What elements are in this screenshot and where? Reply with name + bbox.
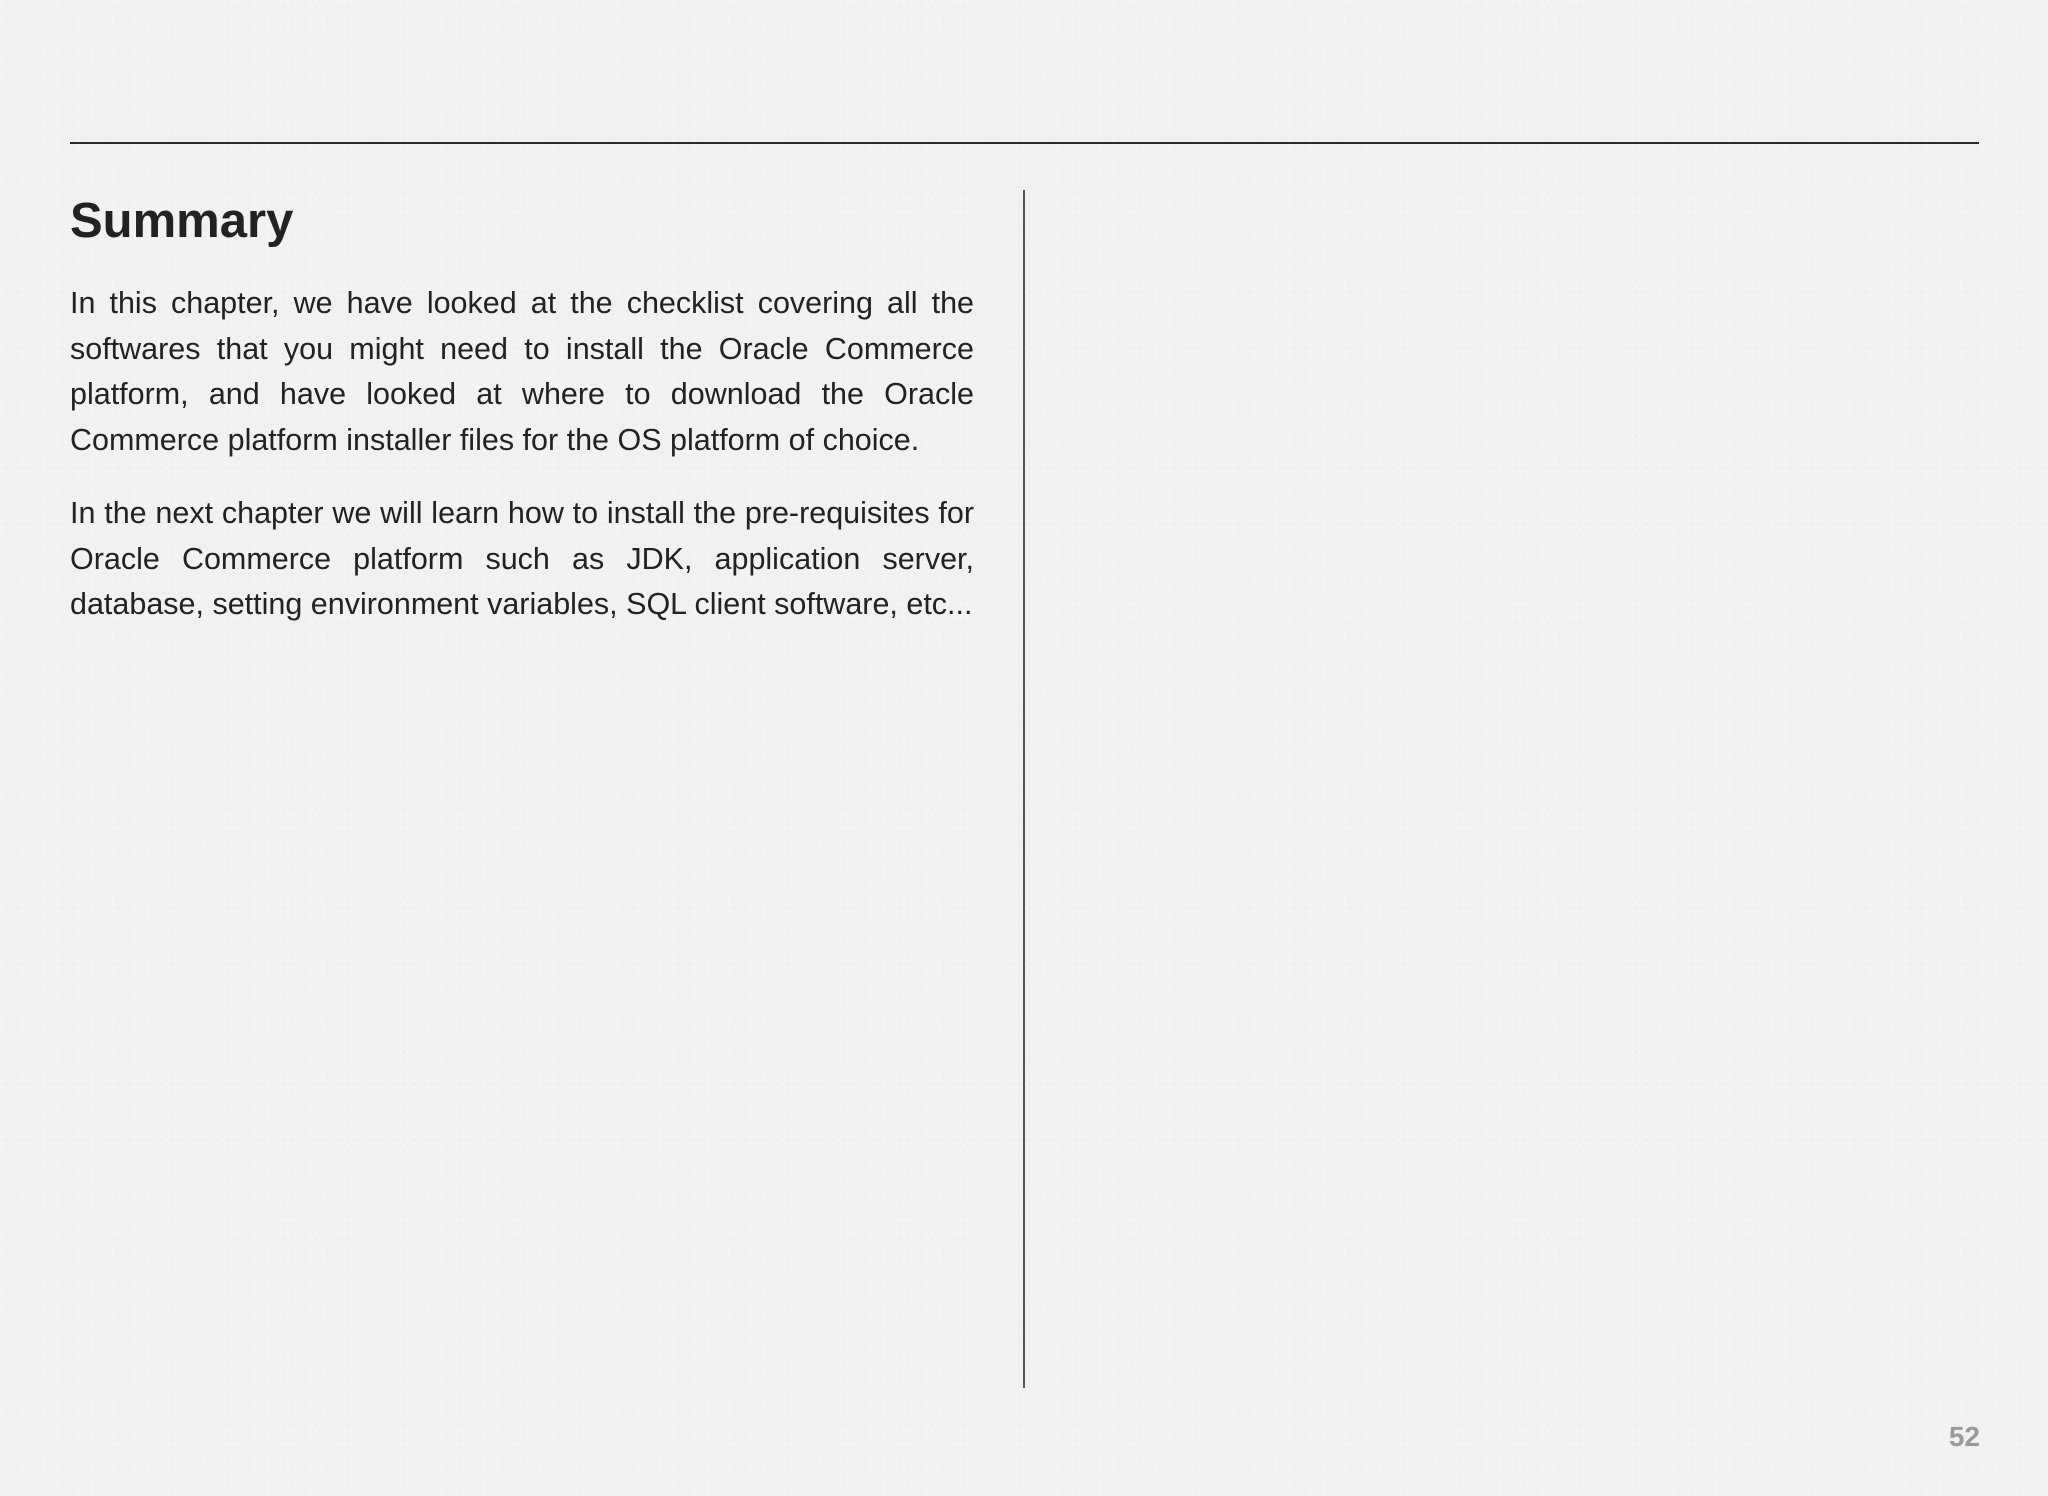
summary-paragraph-1: In this chapter, we have looked at the checklist covering all the softwares that you might need to install the Oracle Commerce platform, and have looked at where to download the Oracle Commerce platform installer files for the OS platform of choice. bbox=[70, 286, 974, 457]
summary-paragraph-2: In the next chapter we will learn how to install the pre-requisites for Oracle Commerce platform such as JDK, application server, database, setting environment variables, SQL client software, etc... bbox=[70, 496, 974, 621]
section-title: Summary bbox=[70, 194, 294, 248]
column-divider bbox=[1023, 190, 1025, 1388]
page-number: 52 bbox=[1948, 1421, 1980, 1452]
left-column bbox=[70, 185, 974, 628]
header-rule bbox=[70, 142, 1979, 144]
